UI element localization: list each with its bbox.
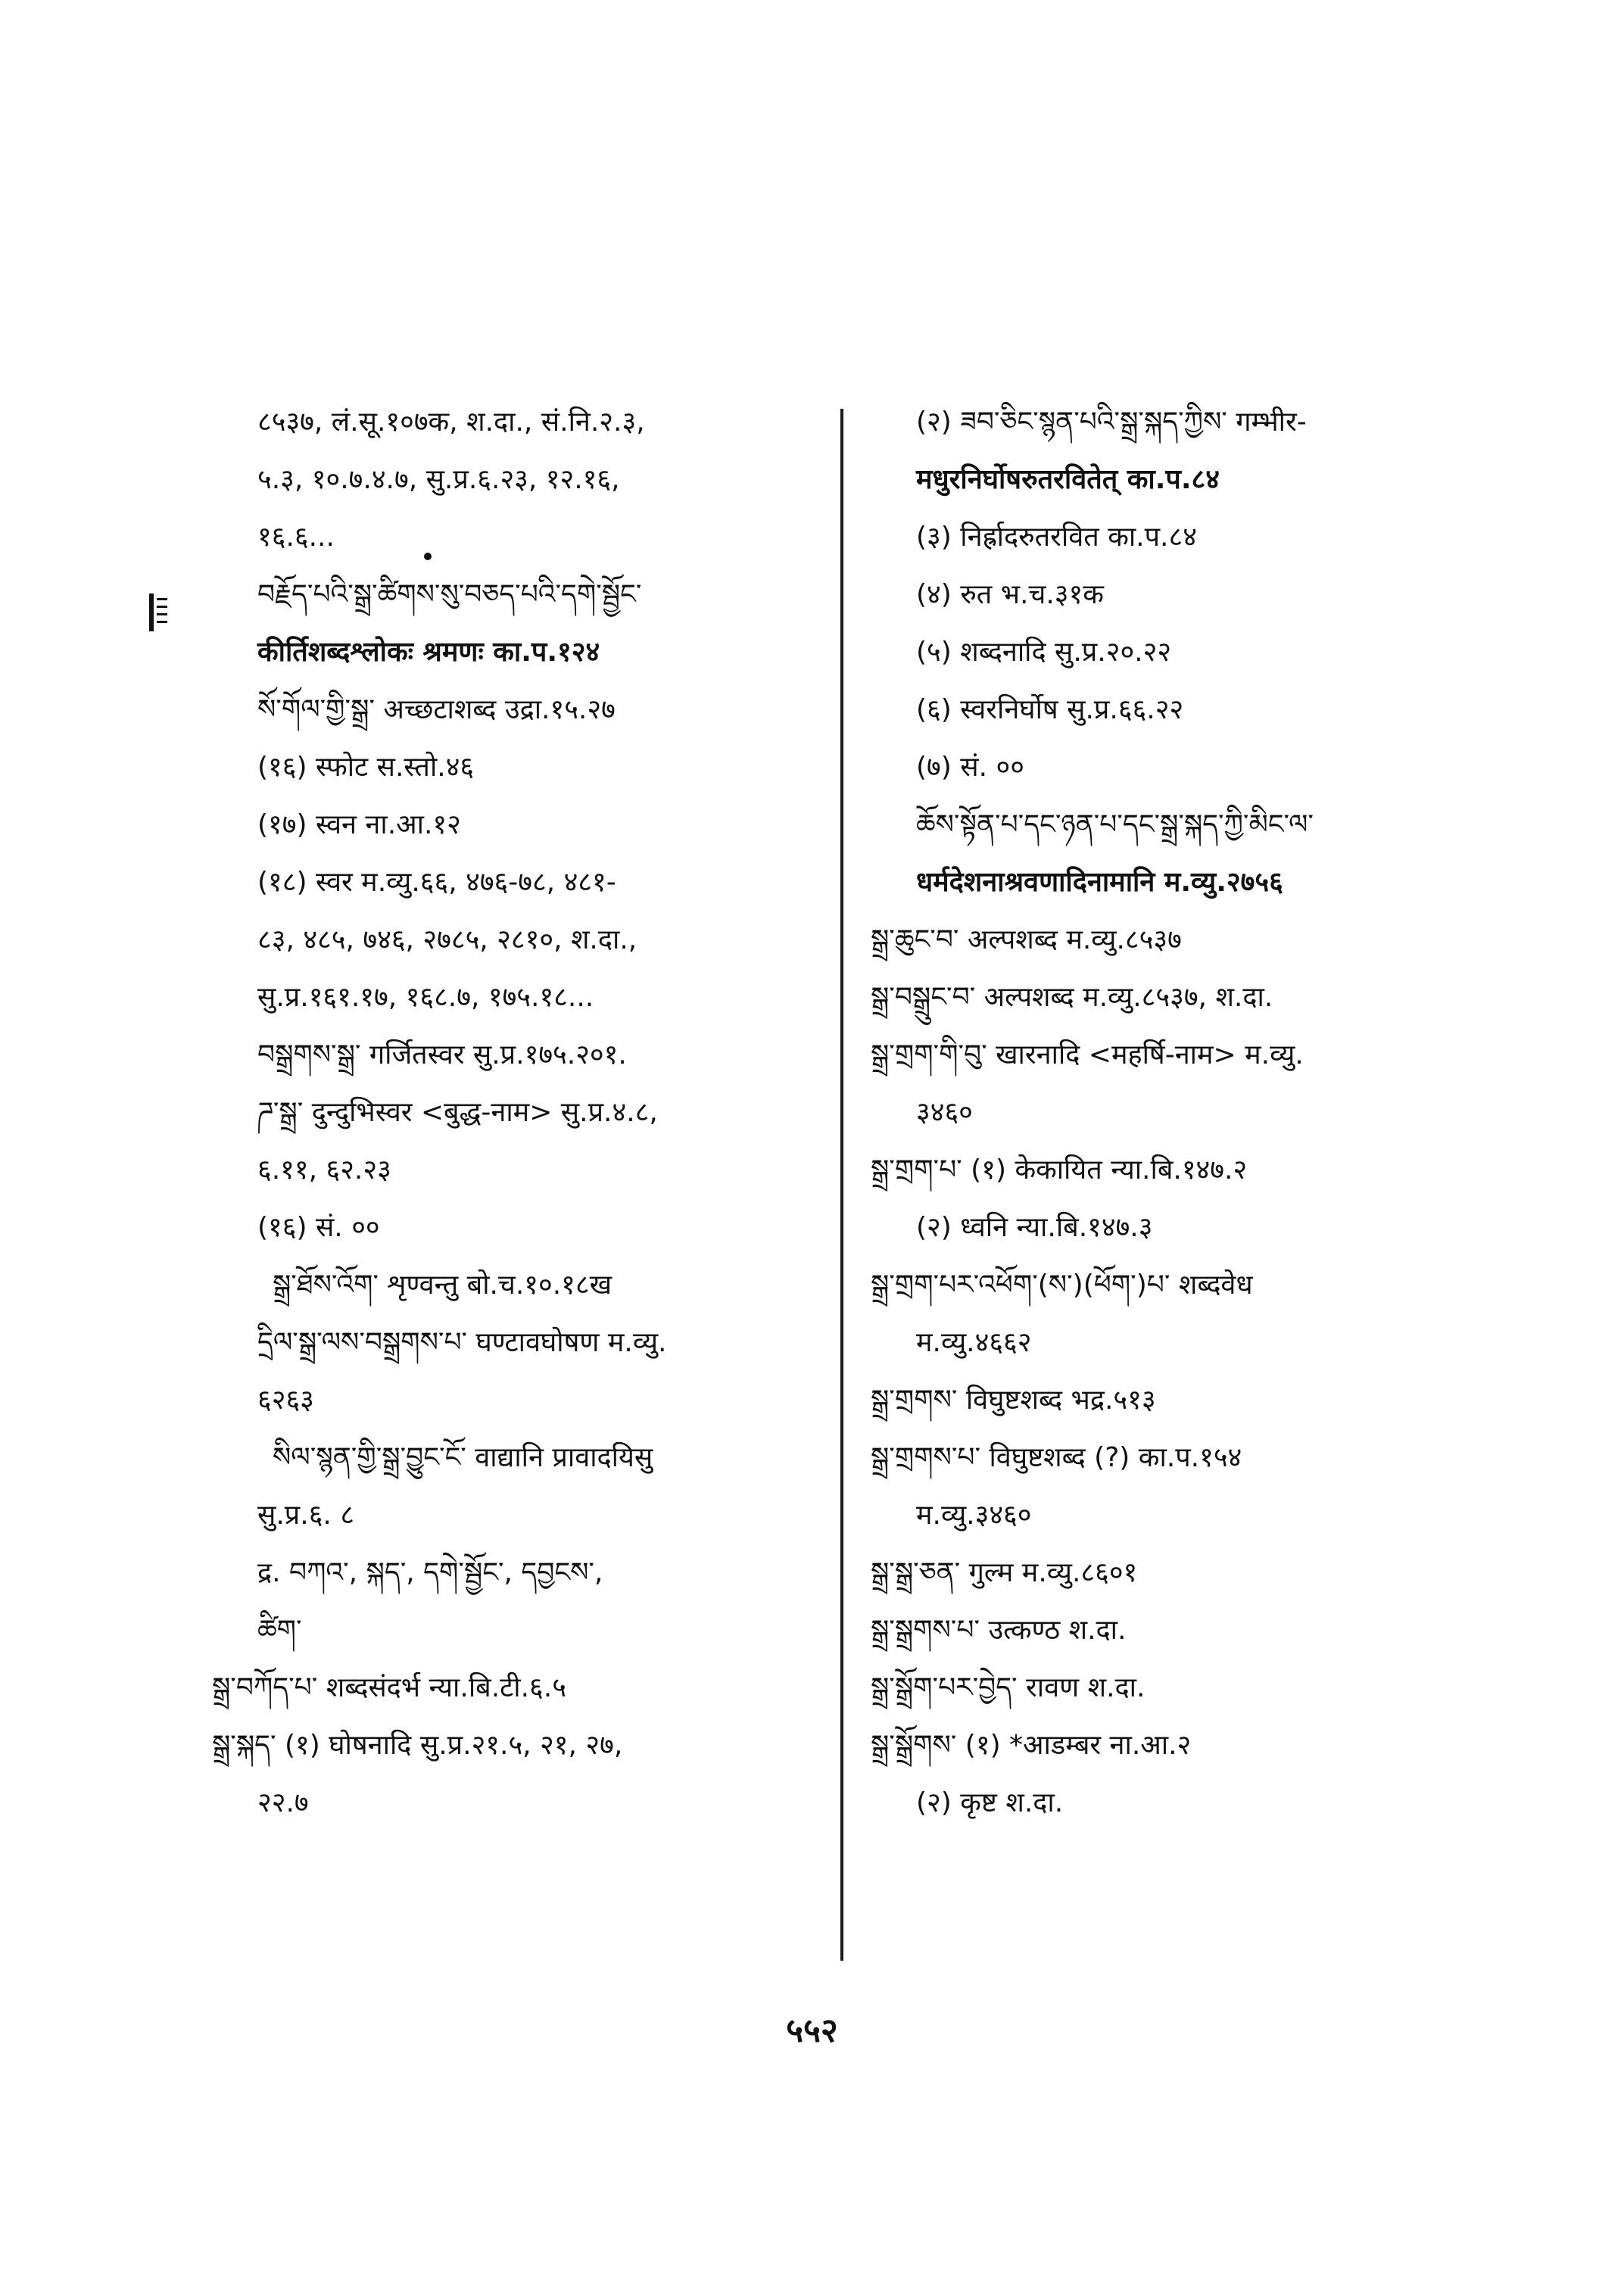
column-divider [840,409,843,1961]
dictionary-line: (४) रुत भ.च.३१क [916,579,1104,610]
dictionary-line: སྒྲ་གྲགས་ विघुष्टशब्द भद्र.५१३ [871,1385,1156,1416]
dictionary-line: ८५३७, लं.सू.१०७क, श.दा., सं.नि.२.३, [257,407,645,438]
margin-tibetan-mark [148,590,170,636]
dictionary-line: བརྗོད་པའི་སྒྲ་ཚིགས་སུ་བཅད་པའི་དགེ་སྦྱོང་ [257,579,642,610]
dictionary-line: སྒྲ་བཀོད་པ་ शब्दसंदर्भ न्या.बि.टी.६.५ [212,1672,566,1703]
dictionary-line: कीर्तिशब्दश्लोकः श्रमणः का.प.१२४ [257,637,600,668]
dictionary-line: ཆོས་སྟོན་པ་དང་ཉན་པ་དང་སྒྲ་སྐད་ཀྱི་མིང་ལ་ [916,809,1314,840]
dictionary-line: म.व्यु.३४६० [916,1500,1032,1531]
dictionary-line: སྒྲ་གྲགས་པ་ विघुष्टशब्द (?) का.प.१५४ [871,1442,1242,1473]
dictionary-line: ५.३, १०.७.४.७, सु.प्र.६.२३, १२.१६, [257,464,620,495]
dictionary-line: धर्मदेशनाश्रवणादिनामानि म.व्यु.२७५६ [916,867,1283,898]
dictionary-line: (७) सं. ०० [916,752,1024,783]
dictionary-line: སྒྲ་སྒྲོག་པར་བྱེད་ रावण श.दा. [871,1672,1146,1703]
right-column [871,394,1461,1832]
dictionary-line: (१८) स्वर म.व्यु.६६, ४७६-७८, ४८१- [257,867,616,898]
left-column [212,394,818,1832]
dictionary-line: ६.११, ६२.२३ [257,1154,391,1185]
dictionary-line: सु.प्र.१६१.१७, १६८.७, १७५.१८... [257,982,594,1013]
dictionary-line: ཌ་སྒྲ་ दुन्दुभिस्वर <बुद्ध-नाम> सु.प्र.४.८, [257,1097,658,1128]
dictionary-line: (१७) स्वन ना.आ.१२ [257,809,461,840]
dictionary-line: मधुरनिर्घोषरुतरवितेत् का.प.८४ [916,464,1220,495]
dictionary-line: (२) ध्वनि न्या.बि.१४७.३ [916,1212,1153,1243]
dictionary-line: (५) शब्दनादि सु.प्र.२०.२२ [916,637,1172,668]
dictionary-line: སྒྲ་ཆུང་བ་ अल्पशब्द म.व्यु.८५३७ [871,924,1182,955]
dictionary-line: དྲིལ་སྒྲ་ལས་བསྒྲགས་པ་ घण्टावघोषण म.व्यु. [257,1327,667,1358]
page-number: ५५२ [786,2011,838,2050]
dictionary-line: སྒྲ་གྲག་པ་ (१) केकायित न्या.बि.१४७.२ [871,1154,1248,1185]
dictionary-line: བསྒྲགས་སྒྲ་ गर्जितस्वर सु.प्र.१७५.२०१. [257,1039,627,1070]
dictionary-line: སྒྲ་སྒྲ་ཅན་ गुल्म म.व्यु.८६०१ [871,1557,1138,1588]
dictionary-line: སིལ་སྙན་གྱི་སྒྲ་བྱུང་ངོ་ वाद्यानि प्रावादयिसु [273,1442,653,1473]
dictionary-line: ཚིག་ [257,1615,302,1646]
dictionary-line: (१६) स्फोट स.स्तो.४६ [257,752,475,783]
dictionary-line: सु.प्र.६. ८ [257,1500,355,1531]
dictionary-line: १६.६... [257,522,335,553]
dictionary-line: སྒྲ་གྲག་པར་འཕོག་(ས་)(ཕོག་)པ་ शब्दवेध [871,1270,1253,1301]
dictionary-line: २२.७ [257,1787,309,1818]
dictionary-line: སྒྲ་བསྒྲུང་བ་ अल्पशब्द म.व्यु.८५३७, श.दा. [871,982,1273,1013]
dictionary-line: (३) निर्ह्रादरुतरवित का.प.८४ [916,522,1197,553]
dictionary-line: སྒྲ་སྒྲགས་པ་ उत्कण्ठ श.दा. [871,1615,1127,1646]
dictionary-line: སོ་གོལ་གྱི་སྒྲ་ अच्छटाशब्द उद्रा.१५.२७ [257,694,616,725]
dictionary-line: म.व्यु.४६६२ [916,1327,1032,1358]
dictionary-line: སྒྲ་གྲག་གི་བུ་ खारनादि <महर्षि-नाम> म.व्यु. [871,1039,1304,1070]
dictionary-line: སྒྲ་ཐོས་འོག་ शृण्वन्तु बो.च.१०.१८ख [273,1270,613,1301]
dictionary-line: (२) ཟབ་ཅིང་སྙན་པའི་སྒྲ་སྐད་ཀྱིས་ गम्भीर- [916,407,1307,438]
dictionary-line: ६२६३ [257,1385,314,1416]
dictionary-line: ३४६० [916,1097,973,1128]
dictionary-line: द्र. བཀའ་, སྐད་, དགེ་སྦྱོང་, དབྱངས་, [257,1557,603,1588]
dictionary-line: སྒྲ་སྐད་ (१) घोषनादि सु.प्र.२१.५, २१, २७, [212,1730,623,1761]
dictionary-line: སྒྲ་སྒྲོགས་ (१) *आडम्बर ना.आ.२ [871,1730,1192,1761]
dictionary-line: (२) कृष्ट श.दा. [916,1787,1064,1818]
dictionary-line: (१६) सं. ०० [257,1212,380,1243]
dictionary-line: (६) स्वरनिर्घोष सु.प्र.६६.२२ [916,694,1184,725]
dictionary-line: ८३, ४८५, ७४६, २७८५, २८१०, श.दा., [257,924,637,955]
